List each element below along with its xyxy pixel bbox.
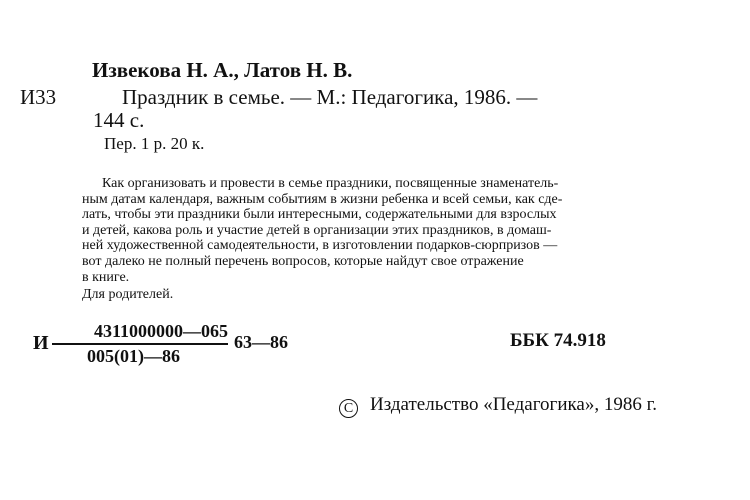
annotation — [82, 176, 722, 285]
index-letter: И — [33, 332, 49, 354]
classification-code: И33 — [20, 85, 57, 109]
copyright-text: Издательство «Педагогика», 1986 г. — [370, 394, 658, 415]
index-numerator: 4311000000—065 — [52, 322, 228, 345]
book-title-line: Праздник в семье. — М.: Педагогика, 1986. — — [122, 85, 538, 109]
annotation-line: ней художественной самодеятельности, в изготовлении подарков-сюрпризов — — [82, 238, 558, 254]
page-count: 144 с. — [93, 108, 145, 132]
audience-note: Для родителей. — [82, 287, 174, 302]
authors: Извекова Н. А., Латов Н. В. — [92, 58, 353, 82]
annotation-line: в книге. — [82, 269, 130, 285]
annotation-line: вот далеко не полный перечень вопросов, которые найдут свое отражение — [82, 253, 524, 269]
annotation-line: ным датам календаря, важным событиям в жизни ребенка и всей семьи, как сде- — [82, 191, 563, 207]
price: Пер. 1 р. 20 к. — [104, 134, 205, 153]
annotation-line: и детей, какова роль и участие детей в организации этих праздников, в домаш- — [82, 222, 552, 238]
annotation-line: Как организовать и провести в семье праздники, посвященные знаменатель- — [102, 176, 559, 191]
bbk-code: ББК 74.918 — [510, 330, 606, 351]
index-denominator: 005(01)—86 — [87, 346, 180, 366]
annotation-line: лать, чтобы эти праздники были интересными, содержательными для взрослых — [82, 207, 557, 223]
copyright-line — [339, 395, 657, 418]
order-code: 63—86 — [234, 332, 288, 352]
copyright-icon: C — [339, 399, 358, 418]
